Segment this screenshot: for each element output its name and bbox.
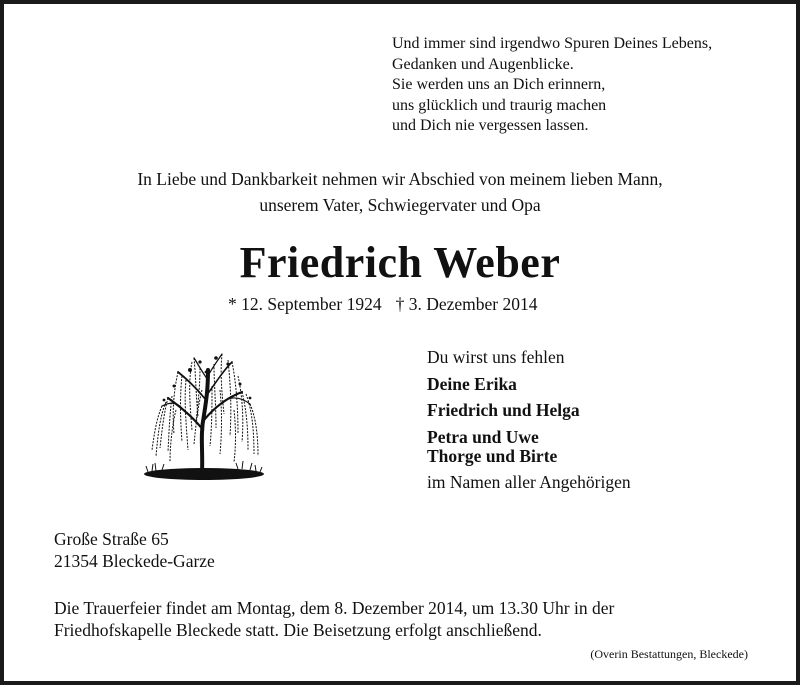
intro-line: unserem Vater, Schwiegervater und Opa — [259, 195, 541, 215]
weeping-willow-icon — [142, 350, 268, 500]
poem-line: Sie werden uns an Dich erinnern, — [392, 76, 606, 93]
poem-line: uns glücklich und traurig machen — [392, 96, 607, 114]
notice-line: Die Trauerfeier findet am Montag, dem 8. Dezember 2014, um 13.30 Uhr in der — [54, 598, 615, 618]
undertaker-credit: (Overin Bestattungen, Bleckede) — [590, 647, 748, 661]
mourner-name: Deine Erika — [427, 374, 517, 394]
address-street: Große Straße 65 — [54, 529, 169, 549]
poem-line: und Dich nie vergessen lassen. — [392, 117, 589, 134]
family-address — [54, 528, 215, 572]
deceased-name: Friedrich Weber — [239, 238, 561, 287]
mourners-closing: im Namen aller Angehörigen — [427, 472, 631, 492]
birth-date: * 12. September 1924 — [228, 294, 382, 314]
memorial-poem — [392, 34, 712, 137]
notice-line: Friedhofskapelle Bleckede statt. Die Beisetzung erfolgt anschließend. — [54, 620, 542, 640]
death-date: † 3. Dezember 2014 — [395, 294, 538, 314]
funeral-notice — [54, 597, 614, 641]
intro-line: In Liebe und Dankbarkeit nehmen wir Abschied von meinem lieben Mann, — [137, 169, 663, 189]
poem-line: Gedanken und Augenblicke. — [392, 55, 574, 73]
mourner-name: Friedrich und Helga — [427, 400, 580, 420]
life-dates — [228, 293, 538, 315]
farewell-intro — [4, 166, 796, 218]
address-city: 21354 Bleckede-Garze — [54, 551, 215, 571]
poem-line: Und immer sind irgendwo Spuren Deines Lebens, — [392, 35, 713, 52]
mourner-name: Petra und Uwe — [427, 427, 539, 447]
mourner-name: Thorge und Birte — [427, 446, 558, 466]
mourners-intro: Du wirst uns fehlen — [427, 347, 565, 367]
